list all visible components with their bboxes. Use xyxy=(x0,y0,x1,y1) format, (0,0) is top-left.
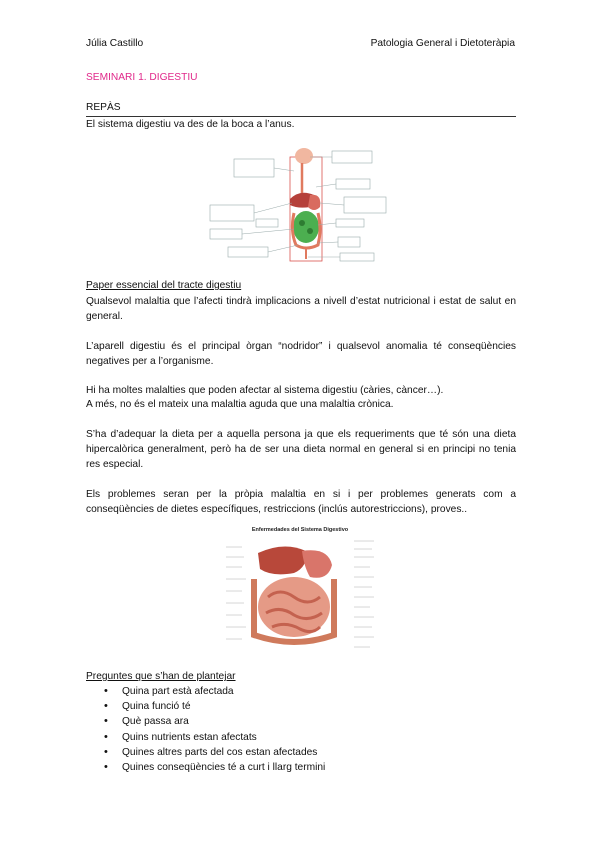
paper-paragraph-1: Qualsevol malaltia que l’afecti tindrà implicacions a nivell d’estat nutricional i estat de salut en general. xyxy=(86,296,516,322)
paper-paragraph-3: Hi ha moltes malalties que poden afectar al sistema digestiu (càries, càncer…). xyxy=(86,385,444,396)
preguntes-list xyxy=(86,684,325,775)
repas-text: El sistema digestiu va des de la boca a l’anus. xyxy=(86,119,295,130)
list-item: • Quina part està afectada xyxy=(86,684,325,699)
digestive-system-svg xyxy=(206,143,394,265)
list-item: • Què passa ara xyxy=(86,714,325,729)
digestive-system-diagram xyxy=(206,143,394,265)
list-item: • Quines conseqüències té a curt i llarg termini xyxy=(86,760,325,775)
paper-paragraph-4: A més, no és el mateix una malaltia aguda que una malaltia crònica. xyxy=(86,399,394,410)
list-item: • Quins nutrients estan afectats xyxy=(86,730,325,745)
section-title: SEMINARI 1. DIGESTIU xyxy=(86,72,198,83)
paper-heading: Paper essencial del tracte digestiu xyxy=(86,280,242,291)
header-author: Júlia Castillo xyxy=(86,38,144,49)
digestive-diseases-illustration xyxy=(224,527,376,655)
paper-paragraph-5: S’ha d’adequar la dieta per a aquella persona ja que els requeriments que té són una dieta hipercalòrica generalment, però ha de ser una dieta normal en general si en principi no tenia res especial. xyxy=(86,429,516,470)
digestive-diseases-svg xyxy=(224,527,376,655)
paper-paragraph-6: Els problemes seran per la pròpia malaltia en si i per problemes generats com a conseqüències de dietes específiques, restriccions (inclús autorestriccions), proves.. xyxy=(86,489,516,515)
repas-heading: REPÀS xyxy=(86,102,121,113)
illustration-title: Enfermedades del Sistema Digestivo xyxy=(251,527,349,533)
list-item: • Quines altres parts del cos estan afectades xyxy=(86,745,325,760)
paper-paragraph-2: L’aparell digestiu és el principal òrgan “nodridor” i qualsevol anomalia té conseqüències negatives per a l’organisme. xyxy=(86,341,516,367)
list-item: • Quina funció té xyxy=(86,699,325,714)
header-course: Patologia General i Dietoteràpia xyxy=(370,38,515,49)
preguntes-heading: Preguntes que s’han de plantejar xyxy=(86,671,236,682)
heading-rule xyxy=(86,116,516,117)
